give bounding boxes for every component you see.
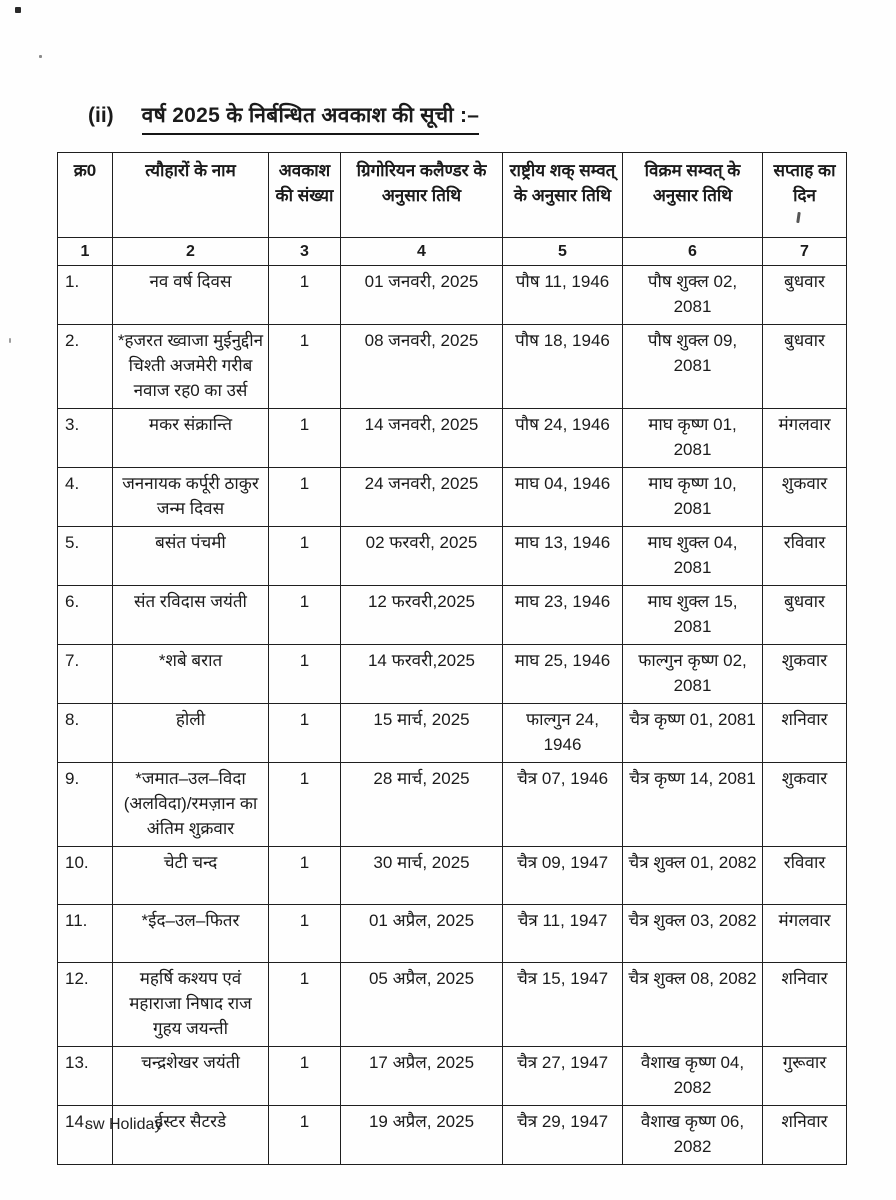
cell-serial: 11.: [58, 905, 113, 963]
column-header-2: त्यौहारों के नाम: [113, 153, 269, 238]
cell-weekday: रविवार: [763, 527, 847, 586]
cell-festival-name: महर्षि कश्यप एवं महाराजा निषाद राज गुहय जयन्ती: [113, 963, 269, 1047]
cell-holiday-count: 1: [269, 847, 341, 905]
table-row: [58, 847, 847, 905]
cell-shaka-date: चैत्र 29, 1947: [503, 1106, 623, 1165]
cell-festival-name: चेटी चन्द: [113, 847, 269, 905]
cell-gregorian-date: 15 मार्च, 2025: [341, 704, 503, 763]
column-number-3: 3: [269, 238, 341, 266]
cell-shaka-date: चैत्र 27, 1947: [503, 1047, 623, 1106]
column-number-4: 4: [341, 238, 503, 266]
cell-shaka-date: पौष 11, 1946: [503, 266, 623, 325]
cell-festival-name: बसंत पंचमी: [113, 527, 269, 586]
column-header-4: ग्रिगोरियन कलैण्डर के अनुसार तिथि: [341, 153, 503, 238]
cell-weekday: शुकवार: [763, 763, 847, 847]
cell-serial: 7.: [58, 645, 113, 704]
column-number-5: 5: [503, 238, 623, 266]
cell-vikram-date: माघ कृष्ण 01, 2081: [623, 409, 763, 468]
scan-artifact: [9, 338, 11, 343]
cell-shaka-date: माघ 04, 1946: [503, 468, 623, 527]
table-row: [58, 763, 847, 847]
cell-serial: 2.: [58, 325, 113, 409]
table-row: [58, 325, 847, 409]
column-number-7: 7: [763, 238, 847, 266]
cell-serial: 4.: [58, 468, 113, 527]
column-header-6: विक्रम सम्वत् के अनुसार तिथि: [623, 153, 763, 238]
cell-shaka-date: माघ 25, 1946: [503, 645, 623, 704]
table-row: [58, 905, 847, 963]
cell-gregorian-date: 14 फरवरी,2025: [341, 645, 503, 704]
cell-gregorian-date: 14 जनवरी, 2025: [341, 409, 503, 468]
cell-serial: 8.: [58, 704, 113, 763]
table-row: [58, 1047, 847, 1106]
cell-festival-name: *हजरत ख्वाजा मुईनुद्दीन चिश्ती अजमेरी गरीब नवाज रह0 का उर्स: [113, 325, 269, 409]
cell-festival-name: नव वर्ष दिवस: [113, 266, 269, 325]
cell-festival-name: *जमात–उल–विदा (अलविदा)/रमज़ान का अंतिम शुक्रवार: [113, 763, 269, 847]
cell-weekday: शुकवार: [763, 645, 847, 704]
table-row: [58, 409, 847, 468]
cell-holiday-count: 1: [269, 468, 341, 527]
column-number-row: [58, 238, 847, 266]
cell-holiday-count: 1: [269, 409, 341, 468]
column-header-5: राष्ट्रीय शक् सम्वत् के अनुसार तिथि: [503, 153, 623, 238]
table-row: [58, 527, 847, 586]
cell-weekday: गुरूवार: [763, 1047, 847, 1106]
cell-serial: 14.: [58, 1106, 113, 1165]
cell-shaka-date: चैत्र 11, 1947: [503, 905, 623, 963]
cell-holiday-count: 1: [269, 905, 341, 963]
cell-vikram-date: वैशाख कृष्ण 06, 2082: [623, 1106, 763, 1165]
cell-vikram-date: चैत्र शुक्ल 03, 2082: [623, 905, 763, 963]
cell-weekday: बुधवार: [763, 586, 847, 645]
cell-vikram-date: चैत्र शुक्ल 01, 2082: [623, 847, 763, 905]
cell-holiday-count: 1: [269, 963, 341, 1047]
column-header-7: सप्ताह का दिन: [763, 153, 847, 238]
footer-note: sw Holiday: [85, 1116, 163, 1133]
cell-weekday: शनिवार: [763, 1106, 847, 1165]
scan-artifact: [39, 55, 42, 58]
table-row: [58, 266, 847, 325]
cell-holiday-count: 1: [269, 527, 341, 586]
cell-holiday-count: 1: [269, 1106, 341, 1165]
cell-weekday: शनिवार: [763, 704, 847, 763]
cell-gregorian-date: 30 मार्च, 2025: [341, 847, 503, 905]
cell-holiday-count: 1: [269, 763, 341, 847]
cell-gregorian-date: 05 अप्रैल, 2025: [341, 963, 503, 1047]
cell-serial: 9.: [58, 763, 113, 847]
cell-vikram-date: पौष शुक्ल 09, 2081: [623, 325, 763, 409]
cell-weekday: शनिवार: [763, 963, 847, 1047]
column-header-3: अवकाश की संख्या: [269, 153, 341, 238]
cell-weekday: रविवार: [763, 847, 847, 905]
table-row: [58, 1106, 847, 1165]
cell-shaka-date: फाल्गुन 24, 1946: [503, 704, 623, 763]
holiday-table: [57, 152, 847, 1165]
cell-vikram-date: वैशाख कृष्ण 04, 2082: [623, 1047, 763, 1106]
table-row: [58, 586, 847, 645]
cell-shaka-date: माघ 13, 1946: [503, 527, 623, 586]
cell-festival-name: ईस्टर सैटरडे: [113, 1106, 269, 1165]
page-title: वर्ष 2025 के निर्बन्धित अवकाश की सूची :–: [142, 101, 480, 135]
cell-vikram-date: चैत्र कृष्ण 01, 2081: [623, 704, 763, 763]
cell-shaka-date: चैत्र 15, 1947: [503, 963, 623, 1047]
cell-holiday-count: 1: [269, 586, 341, 645]
cell-shaka-date: पौष 24, 1946: [503, 409, 623, 468]
cell-gregorian-date: 28 मार्च, 2025: [341, 763, 503, 847]
cell-vikram-date: माघ शुक्ल 04, 2081: [623, 527, 763, 586]
cell-holiday-count: 1: [269, 325, 341, 409]
cell-serial: 10.: [58, 847, 113, 905]
table-row: [58, 645, 847, 704]
cell-shaka-date: माघ 23, 1946: [503, 586, 623, 645]
cell-festival-name: *शबे बरात: [113, 645, 269, 704]
cell-vikram-date: चैत्र कृष्ण 14, 2081: [623, 763, 763, 847]
column-number-1: 1: [58, 238, 113, 266]
cell-gregorian-date: 02 फरवरी, 2025: [341, 527, 503, 586]
cell-vikram-date: फाल्गुन कृष्ण 02, 2081: [623, 645, 763, 704]
table-header-row: [58, 153, 847, 238]
cell-festival-name: जननायक कर्पूरी ठाकुर जन्म दिवस: [113, 468, 269, 527]
cell-holiday-count: 1: [269, 645, 341, 704]
cell-vikram-date: पौष शुक्ल 02, 2081: [623, 266, 763, 325]
cell-weekday: मंगलवार: [763, 409, 847, 468]
cell-serial: 12.: [58, 963, 113, 1047]
cell-weekday: बुधवार: [763, 325, 847, 409]
cell-holiday-count: 1: [269, 1047, 341, 1106]
document-heading: [88, 101, 479, 135]
cell-gregorian-date: 19 अप्रैल, 2025: [341, 1106, 503, 1165]
cell-serial: 13.: [58, 1047, 113, 1106]
cell-gregorian-date: 08 जनवरी, 2025: [341, 325, 503, 409]
cell-festival-name: *ईद–उल–फितर: [113, 905, 269, 963]
cell-serial: 6.: [58, 586, 113, 645]
cell-serial: 5.: [58, 527, 113, 586]
cell-shaka-date: चैत्र 09, 1947: [503, 847, 623, 905]
cell-shaka-date: पौष 18, 1946: [503, 325, 623, 409]
cell-festival-name: चन्द्रशेखर जयंती: [113, 1047, 269, 1106]
column-number-2: 2: [113, 238, 269, 266]
cell-holiday-count: 1: [269, 704, 341, 763]
table-row: [58, 468, 847, 527]
cell-serial: 1.: [58, 266, 113, 325]
cell-weekday: मंगलवार: [763, 905, 847, 963]
cell-gregorian-date: 24 जनवरी, 2025: [341, 468, 503, 527]
cell-gregorian-date: 12 फरवरी,2025: [341, 586, 503, 645]
table-row: [58, 963, 847, 1047]
cell-shaka-date: चैत्र 07, 1946: [503, 763, 623, 847]
cell-serial: 3.: [58, 409, 113, 468]
cell-gregorian-date: 01 जनवरी, 2025: [341, 266, 503, 325]
cell-weekday: शुकवार: [763, 468, 847, 527]
scan-artifact: [15, 7, 21, 13]
table-row: [58, 704, 847, 763]
cell-holiday-count: 1: [269, 266, 341, 325]
column-number-6: 6: [623, 238, 763, 266]
cell-vikram-date: चैत्र शुक्ल 08, 2082: [623, 963, 763, 1047]
cell-vikram-date: माघ कृष्ण 10, 2081: [623, 468, 763, 527]
column-header-1: क्र0: [58, 153, 113, 238]
cell-weekday: बुधवार: [763, 266, 847, 325]
cell-festival-name: होली: [113, 704, 269, 763]
cell-gregorian-date: 01 अप्रैल, 2025: [341, 905, 503, 963]
cell-festival-name: संत रविदास जयंती: [113, 586, 269, 645]
section-marker: (ii): [88, 104, 114, 127]
cell-vikram-date: माघ शुक्ल 15, 2081: [623, 586, 763, 645]
cell-festival-name: मकर संक्रान्ति: [113, 409, 269, 468]
cell-gregorian-date: 17 अप्रैल, 2025: [341, 1047, 503, 1106]
